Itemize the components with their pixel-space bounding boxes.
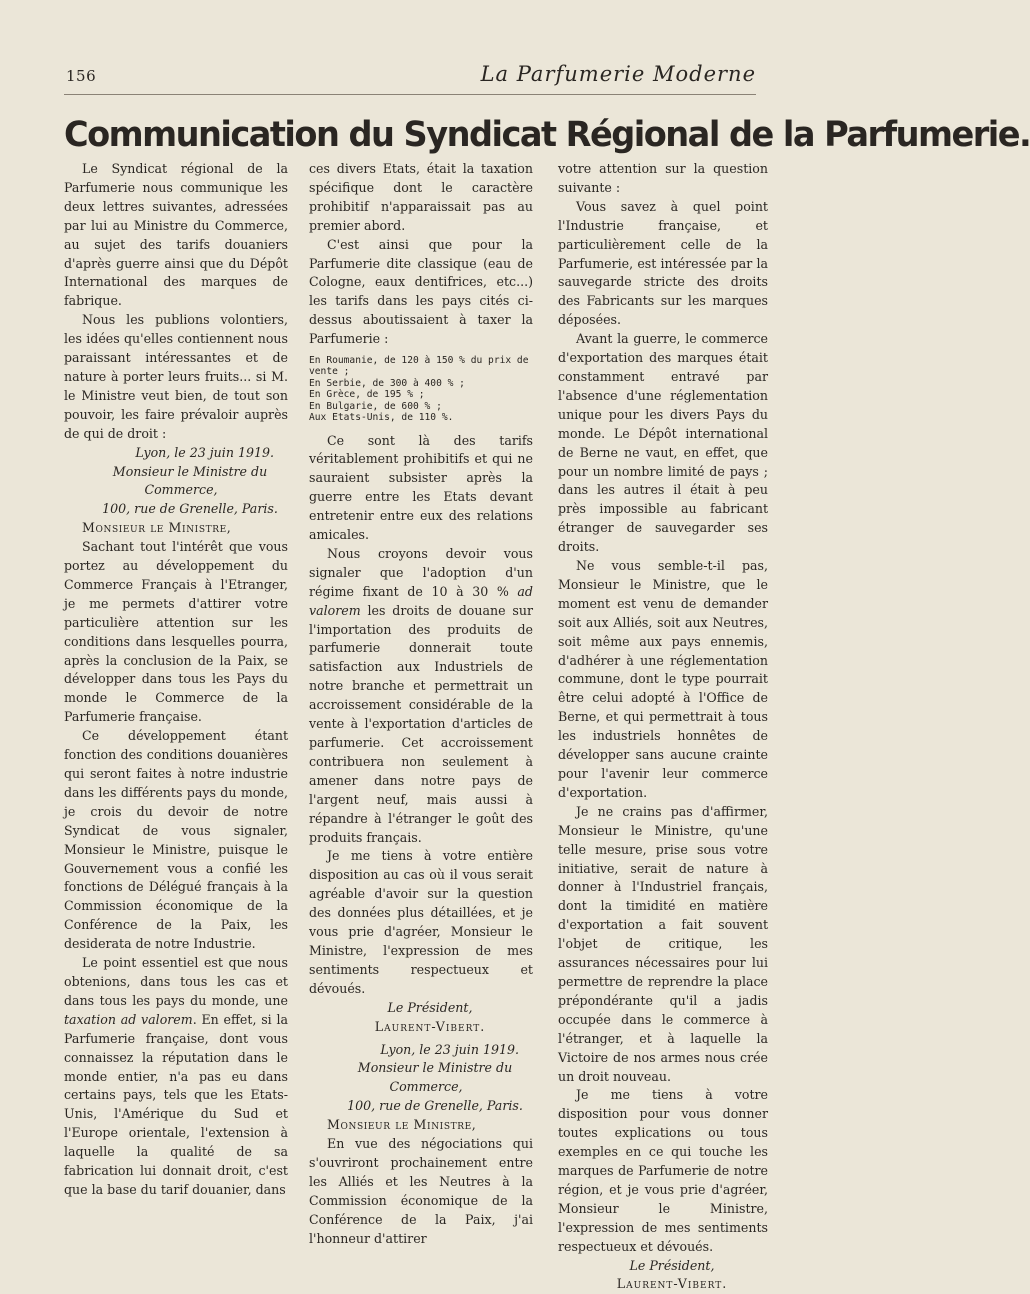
emphasis-text: taxation ad valorem [64,1011,193,1027]
letter-paragraph [309,545,533,848]
letter-paragraph: Ce développement étant fonction des conditions douanières qui seront faites à notre industrie dans les différents pays du monde, je crois du devoir de notre Syndicat de vous signaler, Monsieur le Ministre, puisque le Gouvernement vous a confié les fonctions de Délégué français à la Commission économique de la Conférence de la Paix, les desiderata de notre Industrie. [64,728,288,952]
signoff-title: Le Président, [387,999,473,1015]
signoff-name: Laurent-Vibert. [374,1018,486,1034]
letter-paragraph: Ce sont là des tarifs véritablement prohibitifs et qui ne sauraient subsister après la guerre entre les Etats devant entretenir entre eux des relations amicales. [309,432,533,543]
column-3 [558,160,768,1294]
text-run: Nous croyons devoir vous signaler que l'adoption d'un régime fixant de 10 à 30 % [309,545,533,599]
letter-date: Lyon, le 23 juin 1919. [380,1041,519,1057]
emphasis-text: ad valorem [309,583,533,618]
intro-paragraph: Nous les publions volontiers, les idées qu'elles contiennent nous paraissant intéressantes et de nature à porter leurs fruits... si M. le Ministre veut bien, de tout son pouvoir, les faire prévaloir auprès de qui de droit : [64,312,288,441]
letter-paragraph: ces divers Etats, était la taxation spécifique dont le caractère prohibitif n'apparaissait pas au premier abord. [309,161,533,233]
article-headline: Communication du Syndicat Régional de la Parfumerie. [64,115,1030,155]
letter-paragraph: votre attention sur la question suivante : [558,161,768,195]
letter-paragraph: Sachant tout l'intérêt que vous portez au développement du Commerce Français à l'Etranger, je me permets d'attirer votre particulière attention sur les conditions dans lesquelles pourra, après la conclusion de la Paix, se développer dans tous les Pays du monde le Commerce de la Parfumerie française. [64,539,288,725]
tariff-item: En Grèce, de 195 % ; [309,389,425,401]
text-run: . En effet, si la Parfumerie française, dont vous connaissez la réputation dans le monde entier, n'a pas eu dans certains pays, tels que les Etats-Unis, l'Amérique du Sud et l'Europe orientale, l'extension à laquelle la qualité de sa fabrication lui donnait droit, c'est que la base du tarif douanier, dans [64,1011,288,1197]
letter-paragraph: C'est ainsi que pour la Parfumerie dite classique (eau de Cologne, eaux dentifrices, etc...) les tarifs dans les pays cités ci-dessus aboutissaient à taxer la Parfumerie : [309,236,533,347]
tariff-item: En Roumanie, de 120 à 150 % du prix de vente ; [309,355,529,378]
letter-paragraph: En vue des négociations qui s'ouvriront prochainement entre les Alliés et les Neutres à la Commission économique de la Conférence de la Paix, j'ai l'honneur d'attirer [309,1136,533,1246]
letter-address-line: Monsieur le Ministre du Commerce, [112,463,268,498]
letter-paragraph: Vous savez à quel point l'Industrie française, et particulièrement celle de la Parfumerie, est intéressée par la sauvegarde stricte des droits des Fabricants sur les marques déposées. [558,198,768,328]
text-run: Le point essentiel est que nous obtenions, dans tous les cas et dans tous les pays du monde, une [64,955,288,1008]
intro-paragraph: Le Syndicat régional de la Parfumerie nous communique les deux lettres suivantes, adressées par lui au Ministre du Commerce, au sujet des tarifs douaniers d'après guerre ainsi que du Dépôt International des marques de fabrique. [64,161,288,309]
tariff-item: Aux Etats-Unis, de 110 %. [309,412,454,424]
page-number: 156 [66,67,97,85]
letter-paragraph: Ne vous semble-t-il pas, Monsieur le Ministre, que le moment est venu de demander soit aux Alliés, soit aux Neutres, soit même aux pays ennemis, d'adhérer à une réglementation commune, dont le type pourrait être celui adopté à l'Office de Berne, et qui permettrait à tous les industriels honnêtes de développer sans aucune crainte pour l'avenir leur commerce d'exportation. [558,558,768,800]
letter-salutation: Monsieur le Ministre, [82,520,232,536]
letter-salutation: Monsieur le Ministre, [327,1117,477,1133]
letter-address-line: Monsieur le Ministre du Commerce, [357,1060,513,1095]
signoff-name: Laurent-Vibert. [616,1276,728,1292]
letter-paragraph [64,954,288,1200]
letter-paragraph: Je me tiens à votre disposition pour vous donner toutes explications ou tous exemples en ce qui touche les marques de Parfumerie de notre région, et je vous prie d'agréer, Monsieur le Ministre, l'expression de mes sentiments respectueux et dévoués. [558,1087,768,1254]
column-2 [309,160,533,1248]
letter-address-line: 100, rue de Grenelle, Paris. [347,1098,523,1114]
header-rule [64,94,756,95]
letter-date: Lyon, le 23 juin 1919. [135,444,274,460]
tariff-list [309,355,533,423]
letter-paragraph: Je ne crains pas d'affirmer, Monsieur le Ministre, qu'une telle mesure, prise sous votre initiative, serait de nature à donner à l'Industriel français, dont la timidité en matière d'exportation a fait souvent l'objet de critique, les assurances nécessaires pour lui permettre de reprendre la place prépondérante qu'il a jadis occupée dans le commerce à l'étranger, et à laquelle la Victoire de nos armes nous crée un droit nouveau. [558,803,768,1084]
letter-paragraph: Avant la guerre, le commerce d'exportation des marques était constamment entravé par l'absence d'une réglementation unique pour les divers Pays du monde. Le Dépôt international de Berne ne vaut, en effet, que pour un nombre limité de pays ; dans les autres il était à peu près impossible au fabricant étranger de sauvegarder ses droits. [558,331,768,555]
signoff-title: Le Président, [629,1257,715,1273]
text-run: les droits de douane sur l'importation des produits de parfumerie donnerait toute satisfaction aux Industriels de notre branche et permettrait un accroissement considérable de la vente à l'exportation d'articles de parfumerie. Cet accroissement contribuera non seulement à amener dans notre pays de l'argent neuf, mais aussi à répandre à l'étranger le goût des produits français. [309,602,533,845]
tariff-item: En Serbie, de 300 à 400 % ; [309,377,465,389]
letter-address-line: 100, rue de Grenelle, Paris. [102,501,278,517]
magazine-title: La Parfumerie Moderne [480,62,756,86]
letter-paragraph: Je me tiens à votre entière disposition au cas où il vous serait agréable d'avoir sur la question des données plus détaillées, et je vous prie d'agréer, Monsieur le Ministre, l'expression de mes sentiments respectueux et dévoués. [309,848,533,996]
column-1 [64,160,288,1200]
tariff-item: En Bulgarie, de 600 % ; [309,400,442,412]
